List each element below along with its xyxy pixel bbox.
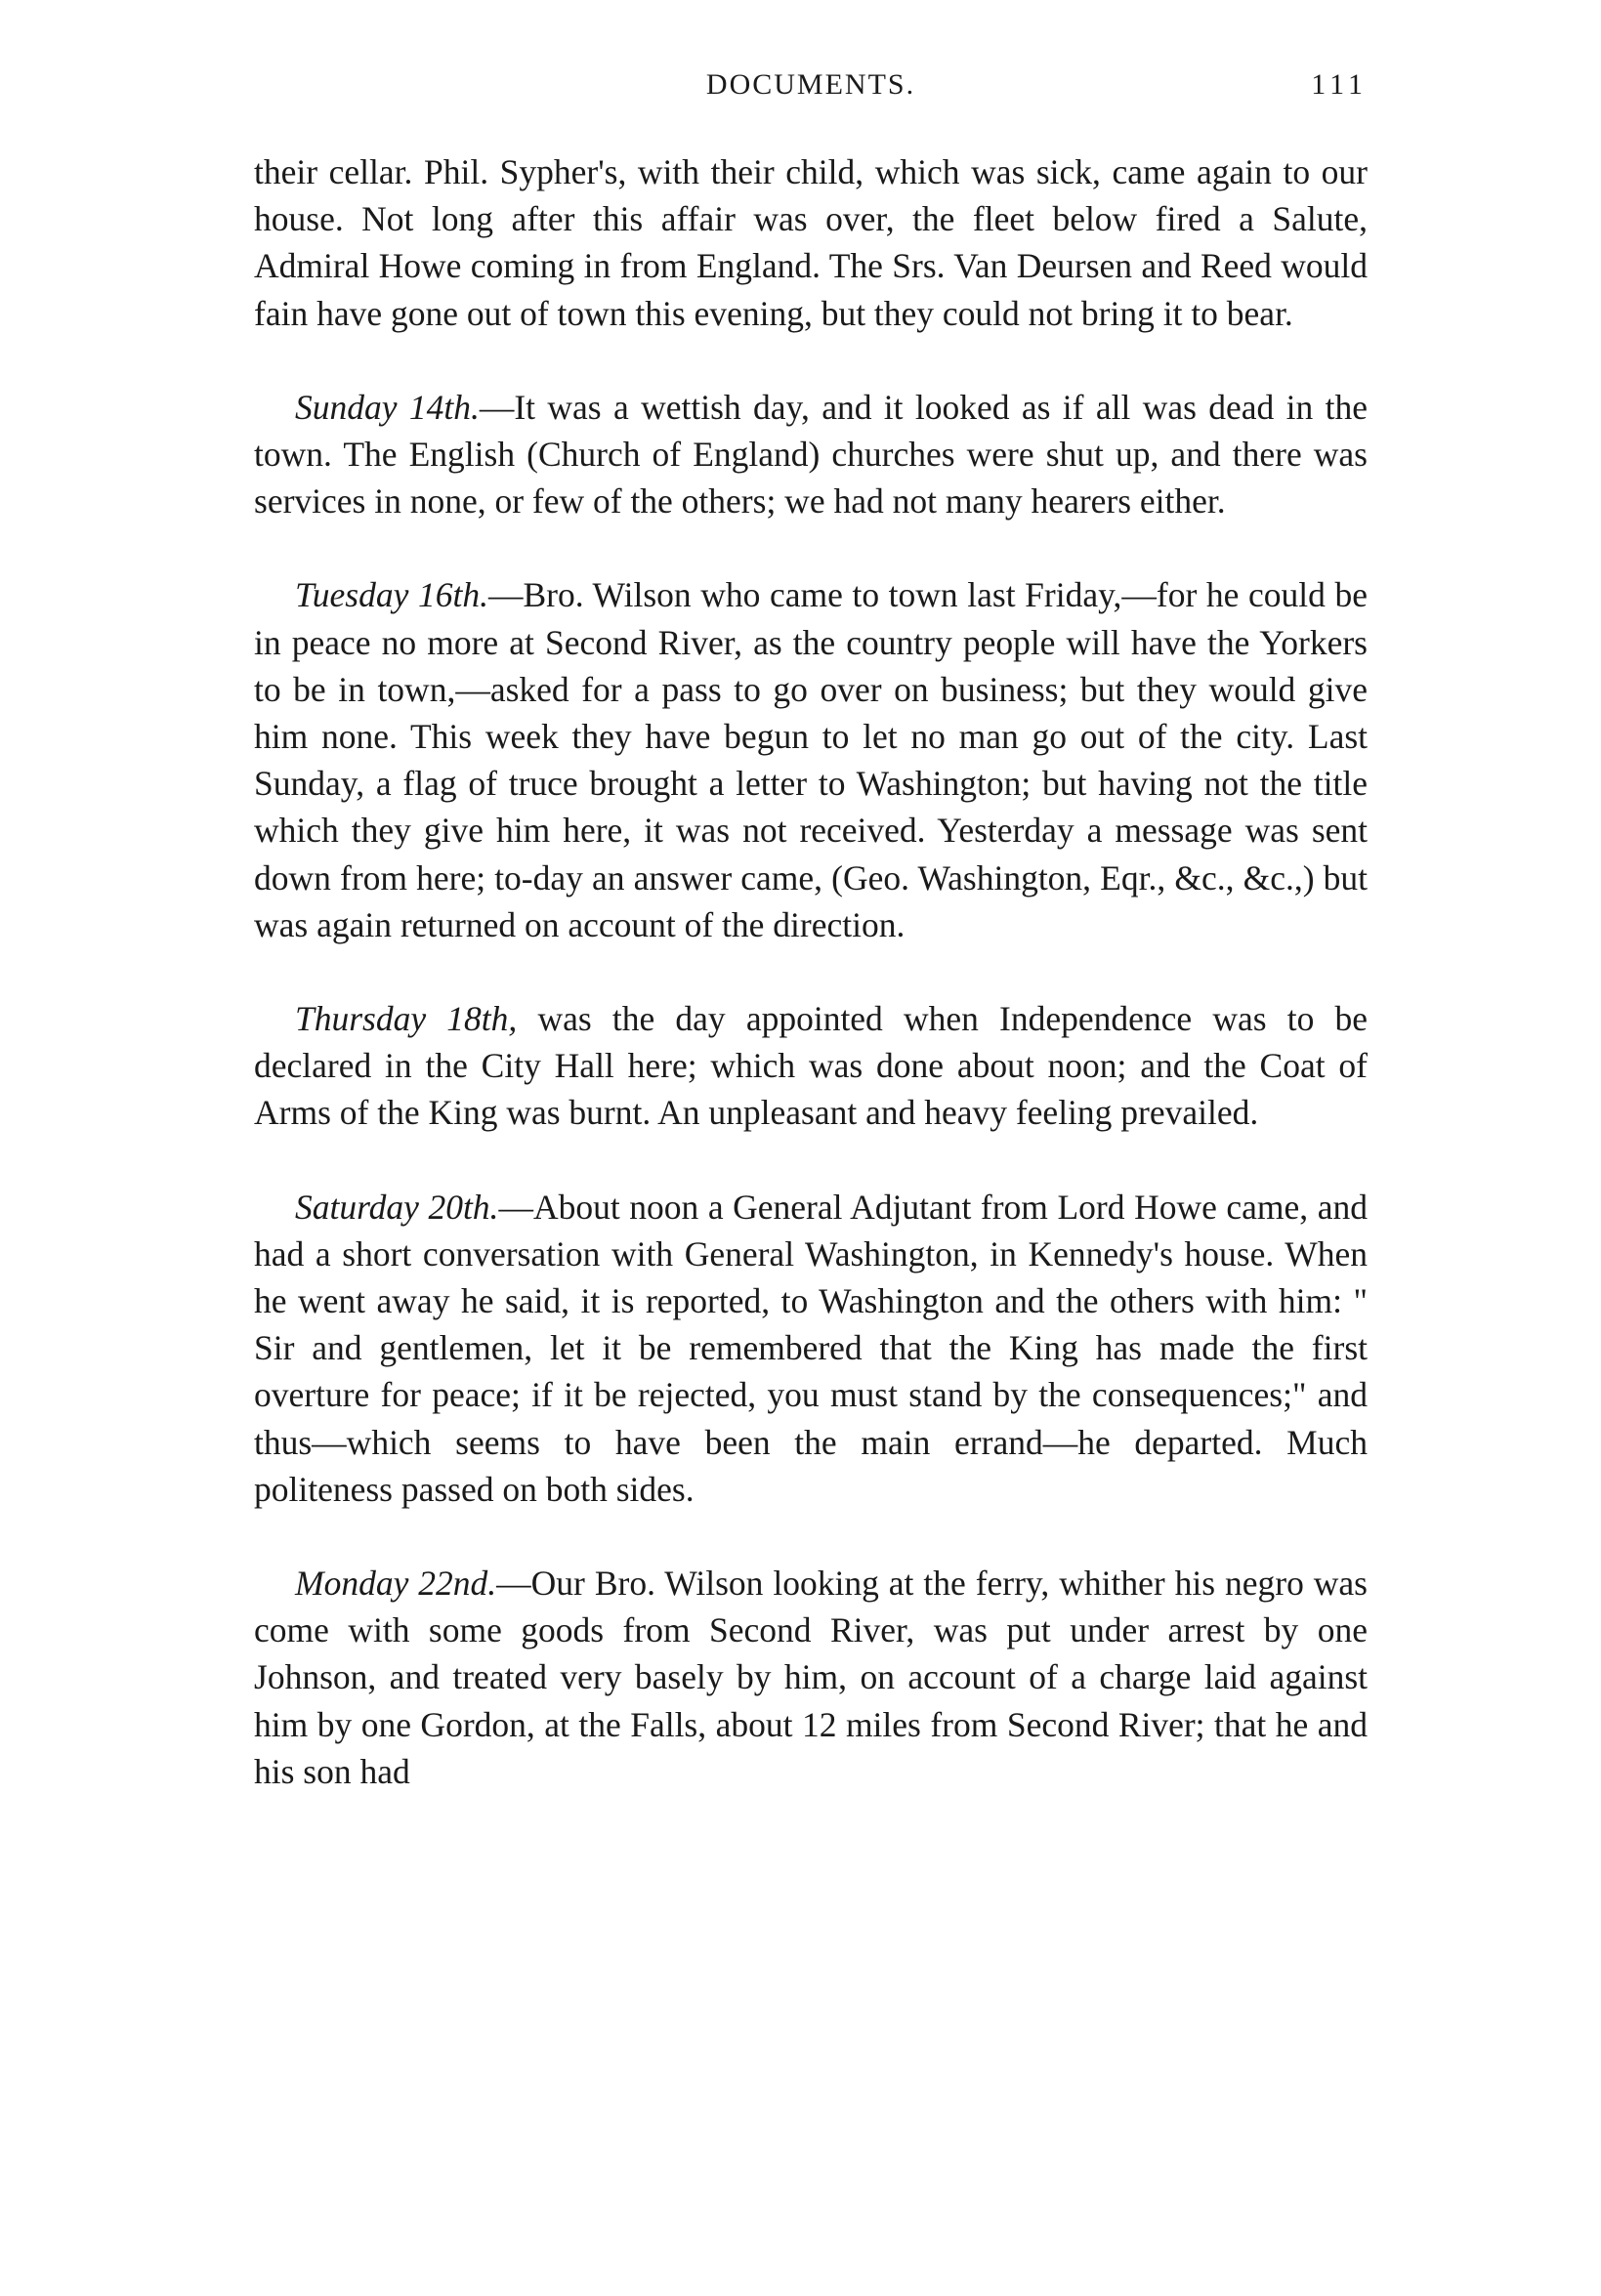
running-title: DOCUMENTS.: [705, 68, 916, 101]
diary-entry-thursday-18th: [254, 995, 1368, 1137]
entry-text: —It was a wettish day, and it looked as if all was dead in the town. The English (Church of England) churches were shut up, and there was services in none, or few of the others; we had not many hearers either.: [254, 387, 1368, 522]
entry-text: —Bro. Wilson who came to town last Friday,—for he could be in peace no more at Second River, as the country people will have the Yorkers to be in town,—asked for a pass to go over on business; but they would give him none. This week they have begun to let no man go out of the city. Last Sunday, a flag of truce brought a letter to Washington; but having not the title which they give him here, it was not received. Yesterday a message was sent down from here; to-day an answer came, (Geo. Washington, Eqr., &c., &c.,) but was again returned on account of the direction.: [254, 575, 1368, 944]
entry-date: Sunday 14th.: [295, 387, 480, 427]
entry-text: —About noon a General Adjutant from Lord Howe came, and had a short conversation with General Washington, in Kennedy's house. When he went away he said, it is reported, to Washington and the others with him: " Sir and gentlemen, let it be remembered that the King has made the first overture for peace; if it be rejected, you must stand by the consequences;" and thus—which seems to have been the main errand—he departed. Much politeness passed on both sides.: [254, 1187, 1369, 1509]
body-text: [254, 148, 1368, 1795]
diary-entry-monday-22nd: [254, 1560, 1368, 1795]
entry-date: Saturday 20th.: [295, 1187, 499, 1227]
entry-date: Monday 22nd.: [295, 1564, 497, 1604]
entry-text: —Our Bro. Wilson looking at the ferry, whither his negro was come with some goods from Second River, was put under arrest by one Johnson, and treated very basely by him, on account of a charge laid against him by one Gordon, at the Falls, about 12 miles from Second River; that he and his son had: [254, 1564, 1368, 1791]
entry-date: Thursday 18th,: [295, 999, 518, 1039]
diary-entry-saturday-20th: [254, 1184, 1368, 1513]
diary-entry-sunday-14th: [254, 384, 1368, 525]
paragraph-continuation: [254, 148, 1368, 337]
entry-date: Tuesday 16th.: [295, 575, 488, 615]
page-number: 111: [1311, 68, 1368, 101]
entry-text: was the day appointed when Independence was to be declared in the City Hall here; which was done about noon; and the Coat of Arms of the King was burnt. An unpleasant and heavy feeling prevailed.: [254, 999, 1368, 1133]
diary-entry-tuesday-16th: [254, 571, 1368, 948]
paragraph-text: their cellar. Phil. Sypher's, with their child, which was sick, came again to our house. Not long after this affair was over, the fleet below fired a Salute, Admiral Howe coming in from England. The Srs. Van Deursen and Reed would fain have gone out of town this evening, but they could not bring it to bear.: [254, 152, 1368, 333]
running-head: [254, 68, 1368, 117]
